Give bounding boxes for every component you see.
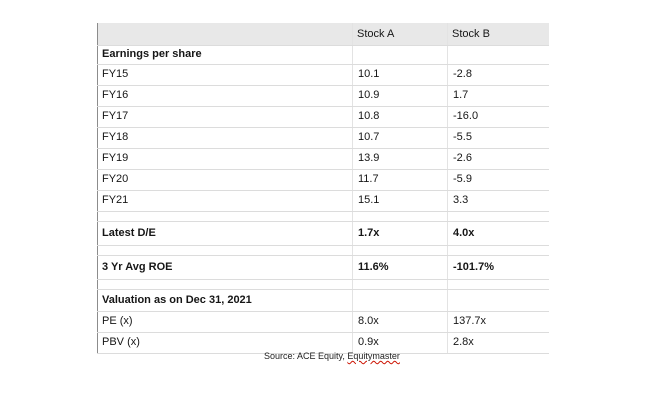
stock-b-value: 2.8x <box>448 332 549 353</box>
row-label: FY21 <box>98 190 353 211</box>
stock-a-value: 10.1 <box>353 64 448 85</box>
row-3yr-avg-roe <box>98 255 549 279</box>
spacer-row <box>98 211 549 221</box>
stock-a-value: 8.0x <box>353 311 448 332</box>
stock-b-value: -16.0 <box>448 106 549 127</box>
stock-b-value: -2.8 <box>448 64 549 85</box>
stock-b-value <box>448 45 549 64</box>
stock-b-value: 3.3 <box>448 190 549 211</box>
stock-b-value: -5.5 <box>448 127 549 148</box>
row-label: FY18 <box>98 127 353 148</box>
row-fy15 <box>98 64 549 85</box>
stock-b-value: -2.6 <box>448 148 549 169</box>
col-header-stock-a: Stock A <box>353 23 448 45</box>
row-fy18 <box>98 127 549 148</box>
stock-b-value: -101.7% <box>448 255 549 279</box>
stock-comparison-table <box>97 23 549 354</box>
row-fy20 <box>98 169 549 190</box>
table-header-row <box>98 23 549 45</box>
stock-b-value: -5.9 <box>448 169 549 190</box>
stock-b-value: 1.7 <box>448 85 549 106</box>
row-fy17 <box>98 106 549 127</box>
row-label: FY20 <box>98 169 353 190</box>
source-attribution <box>264 351 400 361</box>
row-earnings-per-share <box>98 45 549 64</box>
row-fy16 <box>98 85 549 106</box>
spacer-row <box>98 245 549 255</box>
row-label: FY19 <box>98 148 353 169</box>
row-pbv <box>98 332 549 353</box>
stock-a-value: 0.9x <box>353 332 448 353</box>
row-fy19 <box>98 148 549 169</box>
stock-a-value: 1.7x <box>353 221 448 245</box>
source-equitymaster-spellcheck: Equitymaster <box>347 351 400 361</box>
stock-a-value <box>353 45 448 64</box>
row-label: FY16 <box>98 85 353 106</box>
row-label: PBV (x) <box>98 332 353 353</box>
stock-a-value: 11.6% <box>353 255 448 279</box>
row-label: 3 Yr Avg ROE <box>98 255 353 279</box>
stock-b-value: 4.0x <box>448 221 549 245</box>
row-label: PE (x) <box>98 311 353 332</box>
source-prefix: Source: ACE Equity, <box>264 351 348 361</box>
row-pe <box>98 311 549 332</box>
row-label: Valuation as on Dec 31, 2021 <box>98 289 353 311</box>
stock-b-value <box>448 289 549 311</box>
stock-a-value: 15.1 <box>353 190 448 211</box>
stock-a-value: 10.8 <box>353 106 448 127</box>
row-fy21 <box>98 190 549 211</box>
row-label: Latest D/E <box>98 221 353 245</box>
row-latest-de <box>98 221 549 245</box>
spacer-row <box>98 279 549 289</box>
row-label: FY17 <box>98 106 353 127</box>
row-label: Earnings per share <box>98 45 353 64</box>
stock-a-value: 10.7 <box>353 127 448 148</box>
stock-a-value <box>353 289 448 311</box>
col-header-empty <box>98 23 353 45</box>
stock-b-value: 137.7x <box>448 311 549 332</box>
stock-a-value: 13.9 <box>353 148 448 169</box>
col-header-stock-b: Stock B <box>448 23 549 45</box>
row-valuation-heading <box>98 289 549 311</box>
stock-a-value: 10.9 <box>353 85 448 106</box>
row-label: FY15 <box>98 64 353 85</box>
stock-a-value: 11.7 <box>353 169 448 190</box>
